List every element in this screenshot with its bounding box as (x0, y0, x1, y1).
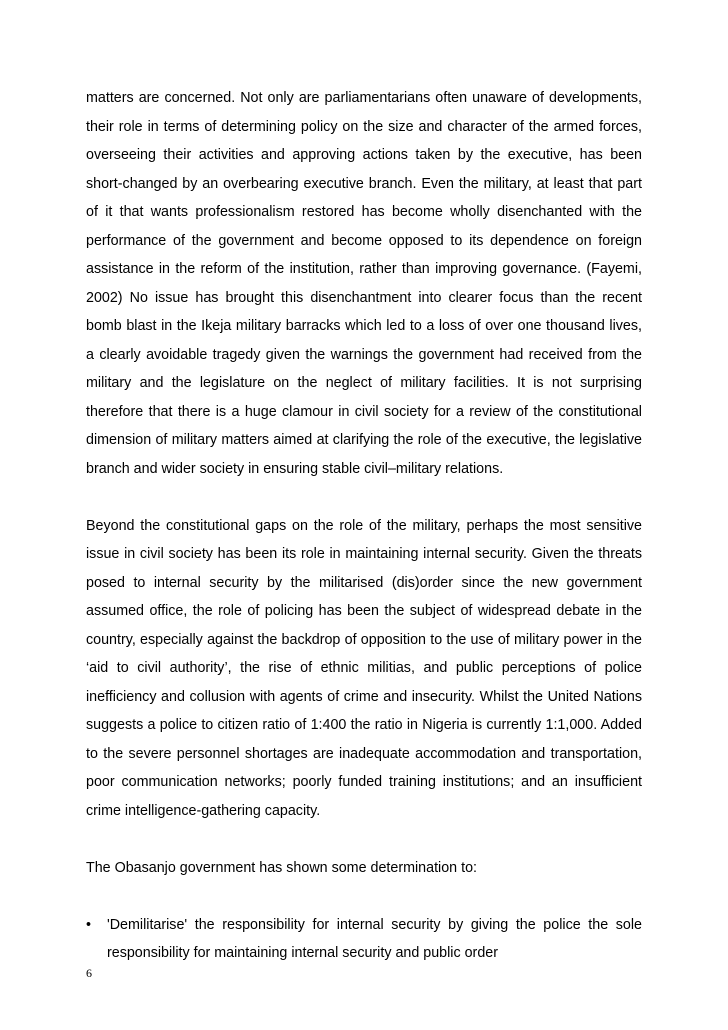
page-number: 6 (86, 966, 92, 980)
paragraph-1: matters are concerned. Not only are parliamentarians often unaware of developments, their role in terms of determining policy on the size and character of the armed forces, overseeing their activities and approving actions taken by the executive, has been short-changed by an overbearing executive branch. Even the military, at least that part of it that wants professionalism restored has become wholly disenchanted with the performance of the government and become opposed to its dependence on foreign assistance in the reform of the institution, rather than improving governance. (Fayemi, 2002) No issue has brought this disenchantment into clearer focus than the recent bomb blast in the Ikeja military barracks which led to a loss of over one thousand lives, a clearly avoidable tragedy given the warnings the government had received from the military and the legislature on the neglect of military facilities. It is not surprising therefore that there is a huge clamour in civil society for a review of the constitutional dimension of military matters aimed at clarifying the role of the executive, the legislative branch and wider society in ensuring stable civil–military relations. (86, 90, 642, 477)
bullet-item (86, 911, 642, 968)
bullet-text: 'Demilitarise' the responsibility for internal security by giving the police the sole responsibility for maintaining internal security and public order (107, 916, 642, 961)
document-body (86, 84, 642, 968)
paragraph-spacer (86, 483, 642, 512)
bullet-list (86, 911, 642, 968)
paragraph-3: The Obasanjo government has shown some determination to: (86, 859, 478, 876)
paragraph-spacer (86, 825, 642, 854)
bullet-icon: • (86, 916, 92, 933)
paragraph-spacer (86, 882, 642, 911)
paragraph-2: Beyond the constitutional gaps on the role of the military, perhaps the most sensitive issue in civil society has been its role in maintaining internal security. Given the threats posed to internal security by the militarised (dis)order since the new government assumed office, the role of policing has been the subject of widespread debate in the country, especially against the backdrop of opposition to the use of military power in the ‘aid to civil authority’, the rise of ethnic militias, and public perceptions of police inefficiency and collusion with agents of crime and insecurity. Whilst the United Nations suggests a police to citizen ratio of 1:400 the ratio in Nigeria is currently 1:1,000. Added to the severe personnel shortages are inadequate accommodation and transportation, poor communication networks; poorly funded training institutions; and an insufficient crime intelligence-gathering capacity. (86, 517, 642, 819)
